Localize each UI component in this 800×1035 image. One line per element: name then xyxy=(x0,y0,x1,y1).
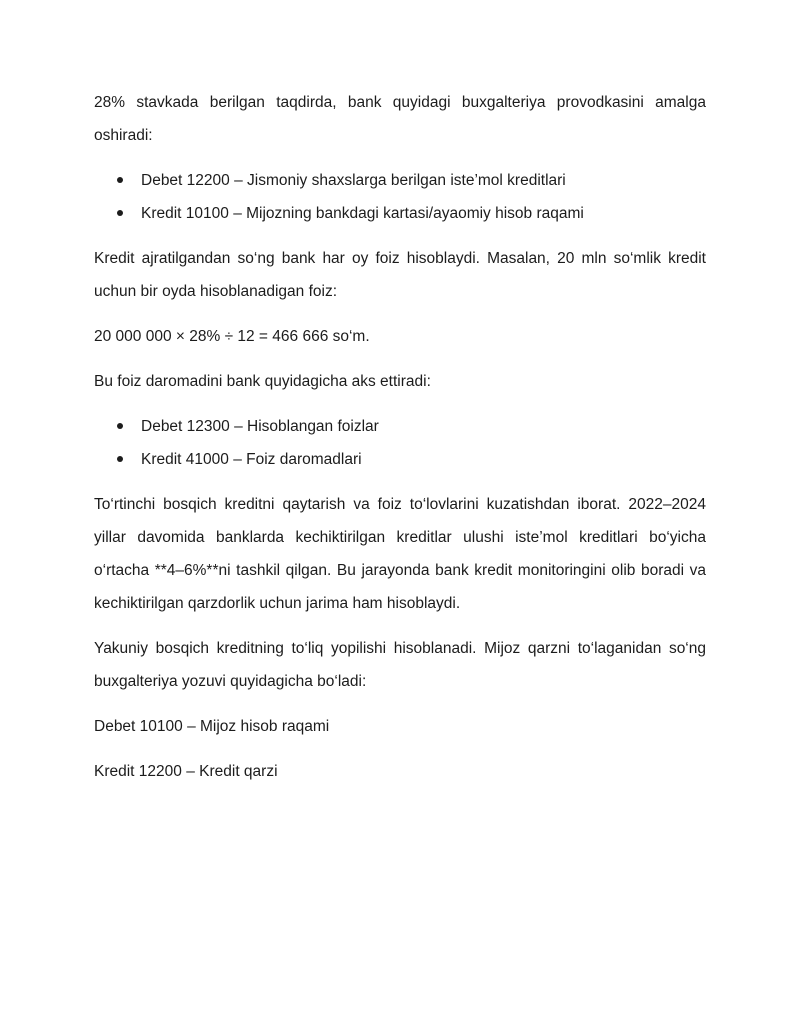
formula-line: 20 000 000 × 28% ÷ 12 = 466 666 so‘m. xyxy=(94,328,370,345)
paragraph-intro: 28% stavkada berilgan taqdirda, bank quyidagi buxgalteriya provodkasini amalga oshiradi: xyxy=(94,94,706,144)
bullet-dot-icon xyxy=(117,423,123,429)
bullet-list-loan-entry xyxy=(94,164,706,230)
list-item-text: Debet 12200 – Jismoniy shaxslarga berilgan iste’mol kreditlari xyxy=(141,172,566,189)
entry-debit-line: Debet 10100 – Mijoz hisob raqami xyxy=(94,718,330,735)
paragraph-closure: Yakuniy bosqich kreditning to‘liq yopilishi hisoblanadi. Mijoz qarzni to‘laganidan so‘ng buxgalteriya yozuvi quyidagicha bo‘ladi: xyxy=(94,640,706,690)
list-item-text: Kredit 41000 – Foiz daromadlari xyxy=(141,451,362,468)
document-page xyxy=(94,86,706,800)
list-item-text: Kredit 10100 – Mijozning bankdagi kartasi/ayaomiy hisob raqami xyxy=(141,205,584,222)
bullet-dot-icon xyxy=(117,456,123,462)
list-item xyxy=(141,197,706,230)
paragraph-repayment: To‘rtinchi bosqich kreditni qaytarish va foiz to‘lovlarini kuzatishdan iborat. 2022–2024 yillar davomida banklarda kechiktirilgan kreditlar ulushi iste’mol kreditlari bo‘yicha o‘rtacha **4–6%**ni tashkil qilgan. Bu jarayonda bank kredit monitoringini olib boradi va kechiktirilgan qarzdorlik uchun jarima ham hisoblaydi. xyxy=(94,496,706,612)
list-item-text: Debet 12300 – Hisoblangan foizlar xyxy=(141,418,379,435)
bullet-dot-icon xyxy=(117,210,123,216)
list-item xyxy=(141,443,706,476)
bullet-dot-icon xyxy=(117,177,123,183)
entry-credit-line: Kredit 12200 – Kredit qarzi xyxy=(94,763,278,780)
paragraph-interest: Kredit ajratilgandan so‘ng bank har oy foiz hisoblaydi. Masalan, 20 mln so‘mlik kredit uchun bir oyda hisoblanadigan foiz: xyxy=(94,250,706,300)
paragraph-interest-income: Bu foiz daromadini bank quyidagicha aks ettiradi: xyxy=(94,373,431,390)
list-item xyxy=(141,164,706,197)
bullet-list-interest-entry xyxy=(94,410,706,476)
list-item xyxy=(141,410,706,443)
